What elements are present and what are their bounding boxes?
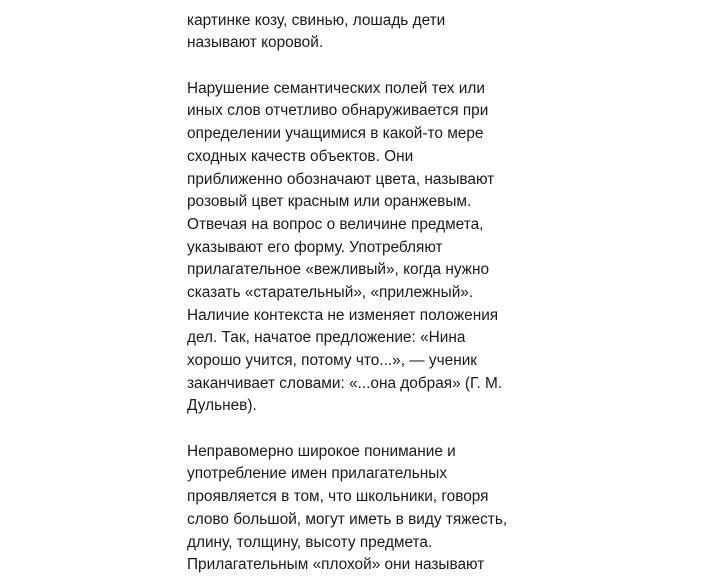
text-line: Прилагательным «плохой» они называют [187,556,485,574]
text-line: сказать «старательный», «прилежный». [187,283,474,301]
paragraph-3 [187,441,547,577]
paragraph-2 [187,78,547,418]
text-line: называют коровой. [187,34,324,52]
text-line: Наличие контекста не изменяет положения [187,306,499,324]
text-column [187,0,547,577]
text-line: приближенно обозначают цвета, называют [187,170,495,188]
text-line: дел. Так, начатое предложение: «Нина [187,329,466,347]
text-line: указывают его форму. Употребляют [187,238,443,256]
text-line: определении учащимися в какой-то мере [187,125,484,143]
text-line: иных слов отчетливо обнаруживается при [187,102,489,120]
text-line: прилагательное «вежливый», когда нужно [187,261,490,279]
text-line: сходных качеств объектов. Они [187,147,414,165]
text-line: картинке козу, свинью, лошадь дети [187,11,446,29]
text-line: Отвечая на вопрос о величине предмета, [187,215,484,233]
text-line: Неправомерно широкое понимание и [187,442,456,460]
text-line: длину, толщину, высоту предмета. [187,533,433,551]
text-line: употребление имен прилагательных [187,465,448,483]
text-line: проявляется в том, что школьники, говоря [187,488,489,506]
text-line: хорошо учится, потому что...», — ученик [187,352,478,369]
paragraph-1 [187,0,547,55]
text-line: заканчивает словами: «...она добрая» (Г. М. [187,374,503,392]
text-line: Нарушение семантических полей тех или [187,79,485,97]
text-line: слово большой, могут иметь в виду тяжесть, [187,510,508,528]
text-line: Дульнев). [187,397,257,415]
text-line: розовый цвет красным или оранжевым. [187,193,472,211]
